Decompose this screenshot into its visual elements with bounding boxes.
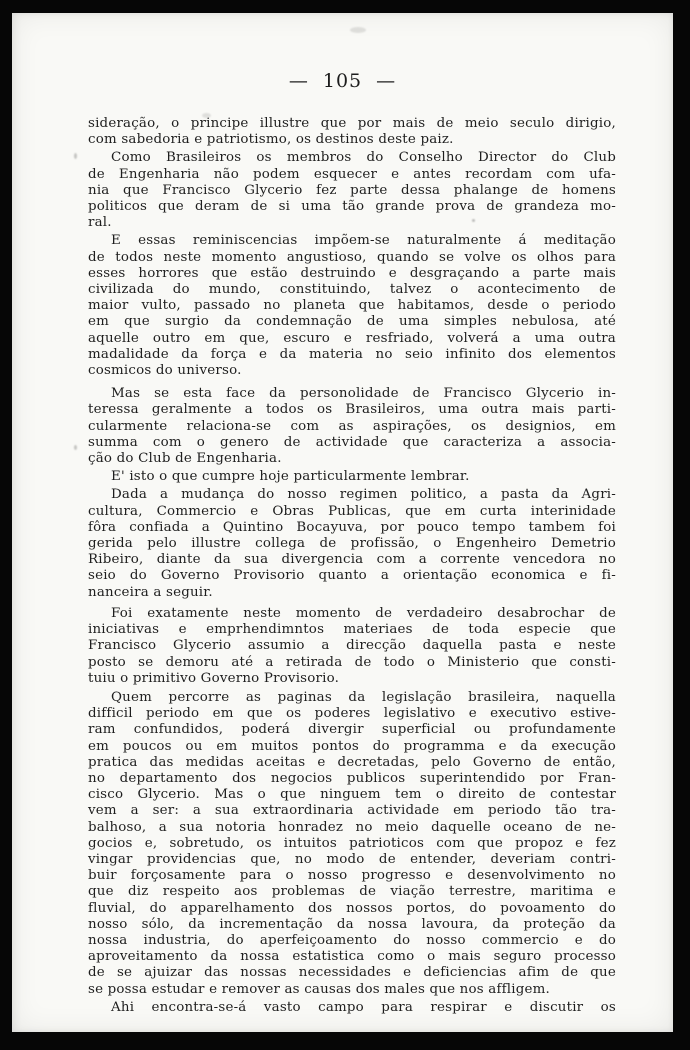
text-line: nia que Francisco Glycerio fez parte dessa phalange de homens — [88, 182, 616, 198]
paragraph — [88, 116, 616, 148]
text-line: cisco Glycerio. Mas o que ninguem tem o direito de contestar — [88, 787, 616, 803]
text-line: no departamento dos negocios publicos superintendido por Fran- — [88, 770, 616, 786]
paragraph — [88, 487, 616, 600]
scan-speck — [74, 153, 77, 159]
text-line: fluvial, do apparelhamento dos nossos portos, do povoamento do — [88, 900, 616, 916]
paragraph — [88, 1000, 616, 1016]
text-line: civilizada do mundo, constituindo, talvez o acontecimento de — [88, 282, 616, 298]
text-line: posto se demoru até a retirada de todo o Ministerio que consti- — [88, 654, 616, 670]
text-line: aproveitamento da nossa estatistica como o mais seguro processo — [88, 949, 616, 965]
text-line: gerida pelo illustre collega de profissão, o Engenheiro Demetrio — [88, 536, 616, 552]
paragraph — [88, 469, 616, 485]
text-line: politicos que deram de si uma tão grande prova de grandeza mo- — [88, 199, 616, 215]
text-line: E essas reminiscencias impõem-se naturalmente á meditação — [111, 233, 616, 249]
text-line: sideração, o principe illustre que por mais de meio seculo dirigio, — [88, 116, 616, 131]
paragraph — [88, 386, 616, 467]
text-line: nosso sólo, da incrementação da nossa lavoura, da proteção da — [88, 916, 616, 932]
text-line: Ahi encontra-se-á vasto campo para respirar e discutir os — [111, 999, 616, 1015]
scanned-page — [12, 13, 673, 1032]
text-line: esses horrores que estão destruindo e desgraçando a parte mais — [88, 265, 616, 281]
text-line: fôra confiada a Quintino Bocayuva, por pouco tempo tambem foi — [88, 519, 616, 535]
text-line: Como Brasileiros os membros do Conselho Director do Club — [111, 150, 616, 166]
paragraph — [88, 690, 616, 998]
text-line: balhoso, a sua notoria honradez no meio daquelle oceano de ne- — [88, 819, 616, 835]
text-line: buir forçosamente para o nosso progresso e desenvolvimento no — [88, 868, 616, 884]
text-line: pratica das medidas aceitas e decretadas, pelo Governo de então, — [88, 754, 616, 770]
text-line: de se ajuizar das nossas necessidades e deficiencias afim de que — [88, 965, 616, 981]
text-line: nossa industria, do aperfeiçoamento do nosso commercio e do — [88, 932, 616, 948]
text-line: Mas se esta face da personolidade de Francisco Glycerio in- — [111, 386, 616, 402]
text-line: em poucos ou em muitos pontos do programma e da execução — [88, 738, 616, 754]
text-line: maior vulto, passado no planeta que habitamos, desde o periodo — [88, 298, 616, 314]
text-line: cultura, Commercio e Obras Publicas, que em curta interinidade — [88, 503, 616, 519]
text-line: Quem percorre as paginas da legislação brasileira, naquella — [111, 689, 616, 705]
text-line: vingar providencias que, no modo de entender, deveriam contri- — [88, 851, 616, 867]
text-line: difficil periodo em que os poderes legislativo e executivo estive- — [88, 706, 616, 722]
text-line: teressa geralmente a todos os Brasileiros, uma outra mais parti- — [88, 402, 616, 418]
paragraph — [88, 150, 616, 231]
text-line: Ribeiro, diante da sua divergencia com a corrente vencedora no — [88, 552, 616, 568]
paragraph — [88, 233, 616, 379]
text-line: em que surgio da condemnação de uma simples nebulosa, até — [88, 314, 616, 330]
paragraph — [88, 606, 616, 687]
text-line: iniciativas e emprhendimntos materiaes de toda especie que — [88, 622, 616, 638]
text-line: Dada a mudança do nosso regimen politico, a pasta da Agri- — [111, 487, 616, 503]
text-line: de Engenharia não podem esquecer e antes recordam com ufa- — [88, 166, 616, 182]
page-body — [88, 116, 616, 1016]
text-line: de todos neste momento angustioso, quando se volve os olhos para — [88, 249, 616, 265]
text-line: gocios e, sobretudo, os intuitos patrioticos com que propoz e fez — [88, 835, 616, 851]
scan-speck — [350, 27, 366, 33]
text-line: ram confundidos, poderá divergir superficial ou profundamente — [88, 722, 616, 738]
page-number: — 105 — — [288, 70, 397, 92]
text-line: cularmente relaciona-se com as aspirações, os designios, em — [88, 418, 616, 434]
text-line: summa com o genero de actividade que caracteriza a associa- — [88, 434, 616, 450]
text-line: madalidade da força e da materia no seio infinito dos elementos — [88, 346, 616, 362]
text-line: seio do Governo Provisorio quanto a orientação economica e fi- — [88, 568, 616, 584]
text-line: ral. — [88, 215, 112, 231]
text-line: E' isto o que cumpre hoje particularmente lembrar. — [111, 469, 470, 485]
text-line: nanceira a seguir. — [88, 584, 213, 600]
text-line: que diz respeito aos problemas de viação terrestre, maritima e — [88, 884, 616, 900]
scan-speck — [74, 445, 77, 450]
text-line: se possa estudar e remover as causas dos males que nos affligem. — [88, 981, 550, 997]
text-line: aquelle outro em que, escuro e resfriado, volverá a uma outra — [88, 330, 616, 346]
text-line: tuiu o primitivo Governo Provisorio. — [88, 670, 340, 686]
text-line: ção do Club de Engenharia. — [88, 451, 282, 467]
text-line: Foi exatamente neste momento de verdadeiro desabrochar de — [111, 605, 616, 621]
text-line: cosmicos do universo. — [88, 363, 242, 379]
text-line: vem a ser: a sua extraordinaria actividade em periodo tão tra- — [88, 803, 616, 819]
text-line: com sabedoria e patriotismo, os destinos deste paiz. — [88, 132, 454, 148]
text-line: Francisco Glycerio assumio a direcção daquella pasta e neste — [88, 638, 616, 654]
